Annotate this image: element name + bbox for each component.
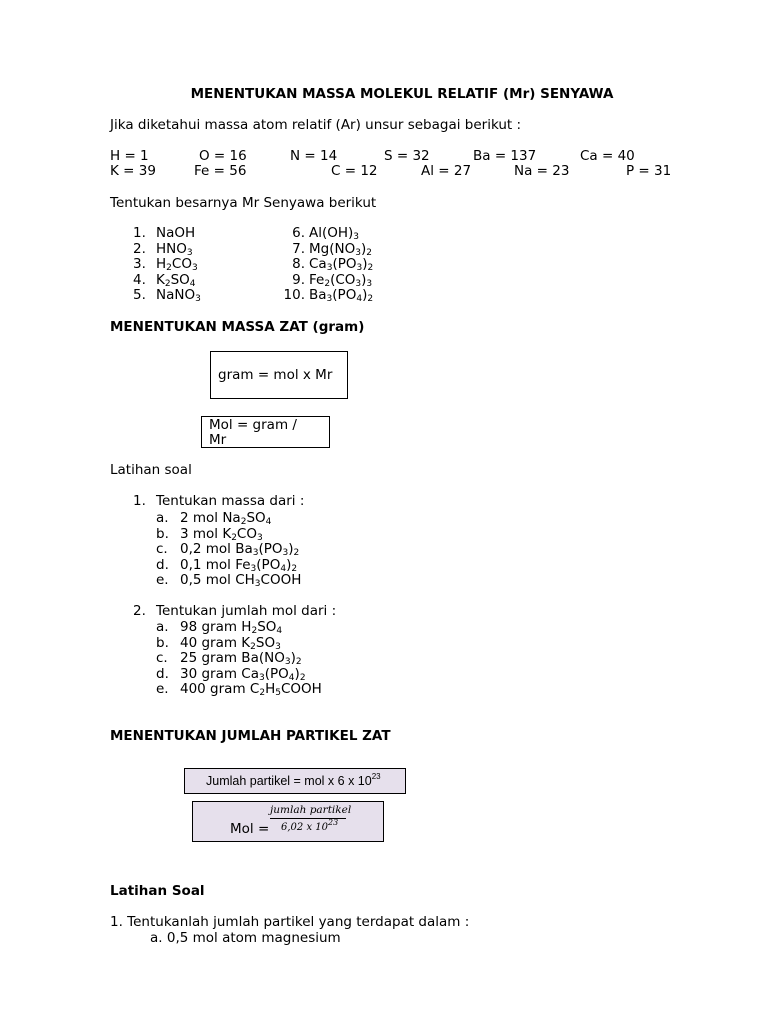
formula-text: SO xyxy=(255,634,276,651)
formula-subscript: 3 xyxy=(355,278,362,289)
ar-value: Na = 23 xyxy=(514,163,570,179)
list-item xyxy=(309,287,373,303)
list-number: 8. xyxy=(292,256,305,273)
formula-text: Ba xyxy=(309,287,327,304)
formula-partikel xyxy=(206,773,381,789)
ar-value: S = 32 xyxy=(384,148,430,164)
list-item xyxy=(180,572,301,588)
list-item xyxy=(156,272,196,288)
list-item xyxy=(309,241,372,257)
formula-subscript: 3 xyxy=(250,563,257,574)
list-number: a. xyxy=(156,619,169,635)
list-item xyxy=(309,225,359,241)
formula-subscript: 3 xyxy=(254,579,261,590)
page-title: MENENTUKAN MASSA MOLEKUL RELATIF (Mr) SENYAWA xyxy=(190,86,614,102)
formula-subscript: 2 xyxy=(324,278,331,289)
latihan-soal-heading: Latihan soal xyxy=(110,462,192,478)
formula-text: (PO xyxy=(258,541,283,558)
question-partikel: 1. Tentukanlah jumlah partikel yang terdapat dalam : xyxy=(110,914,470,930)
formula-gram-box xyxy=(210,351,348,399)
formula-subscript: 5 xyxy=(275,688,281,699)
list-item xyxy=(156,225,195,241)
formula-text: CO xyxy=(171,256,192,273)
fraction-denominator xyxy=(281,818,339,834)
question-number: 2. xyxy=(133,603,146,619)
formula-subscript: 2 xyxy=(166,263,172,274)
section-massa-zat: MENENTUKAN MASSA ZAT (gram) xyxy=(110,319,365,335)
list-item xyxy=(180,526,263,542)
formula-text: ) xyxy=(286,556,292,573)
formula-text: H xyxy=(156,256,167,273)
ar-value: Ba = 137 xyxy=(473,148,537,164)
list-item xyxy=(309,272,372,288)
formula-mol-line1: Mol = gram / xyxy=(209,417,297,433)
formula-mol-line2: Mr xyxy=(209,432,227,448)
formula-subscript: 4 xyxy=(265,517,272,527)
list-item xyxy=(156,241,193,257)
formula-subscript: 2 xyxy=(164,278,171,289)
formula-subscript: 3 xyxy=(355,247,361,258)
formula-text: H xyxy=(265,681,276,698)
formula-text: 3 mol K xyxy=(180,525,232,542)
formula-text: SO xyxy=(170,271,190,288)
list-item xyxy=(180,557,297,573)
formula-text: 0,5 mol CH xyxy=(180,572,255,589)
fraction-denominator-exponent: 23 xyxy=(328,818,339,827)
formula-subscript: 3 xyxy=(191,263,198,274)
list-number: e. xyxy=(156,572,169,589)
formula-text: 25 gram Ba(NO xyxy=(180,650,285,667)
formula-subscript: 2 xyxy=(366,247,372,258)
formula-text: (PO xyxy=(256,556,281,573)
formula-text: Al(OH) xyxy=(309,225,354,241)
formula-text: (PO xyxy=(332,287,357,304)
formula-text: HNO xyxy=(156,240,187,257)
formula-text: Mg(NO xyxy=(309,240,356,257)
formula-subscript: 3 xyxy=(326,294,333,305)
formula-text: 0,2 mol Ba xyxy=(180,541,253,558)
list-number: 2. xyxy=(133,240,146,257)
formula-partikel-box xyxy=(184,768,406,794)
list-item xyxy=(180,619,282,635)
formula-subscript: 3 xyxy=(326,263,333,274)
formula-subscript: 2 xyxy=(293,548,300,559)
ar-value: Al = 27 xyxy=(421,163,472,179)
list-item xyxy=(180,541,299,557)
formula-text: NaOH xyxy=(156,225,196,241)
formula-text: 2 mol Na xyxy=(180,510,241,526)
formula-subscript: 2 xyxy=(231,532,237,543)
formula-text: K xyxy=(156,271,165,288)
formula-partikel-exponent: 23 xyxy=(371,772,381,781)
question-number: 1. xyxy=(133,493,146,509)
list-item xyxy=(156,256,198,272)
formula-text: COOH xyxy=(280,681,322,698)
formula-text: 30 gram Ca xyxy=(180,665,260,682)
list-number: c. xyxy=(156,541,168,558)
formula-subscript: 3 xyxy=(252,548,259,559)
formula-partikel-text: Jumlah partikel = mol x 6 x 10 xyxy=(206,774,372,788)
ar-value: K = 39 xyxy=(110,163,156,179)
formula-mol-label: Mol = xyxy=(230,821,270,837)
formula-subscript: 2 xyxy=(299,672,306,683)
question-partikel-item-a: a. 0,5 mol atom magnesium xyxy=(150,930,341,946)
formula-subscript: 4 xyxy=(280,563,287,574)
formula-text: (PO xyxy=(264,665,289,682)
formula-subscript: 3 xyxy=(275,641,281,652)
list-item xyxy=(180,681,322,697)
intro-text: Jika diketahui massa atom relatif (Ar) unsur sebagai berikut : xyxy=(110,117,522,133)
question-text: Tentukan jumlah mol dari : xyxy=(156,603,337,619)
ar-value: H = 1 xyxy=(110,148,149,164)
formula-subscript: 3 xyxy=(186,247,193,258)
formula-text: ) xyxy=(288,541,294,558)
list-number: d. xyxy=(156,556,169,573)
formula-text: 98 gram H xyxy=(180,619,252,635)
formula-text: Fe xyxy=(309,271,325,288)
list-number: b. xyxy=(156,634,169,651)
formula-subscript: 3 xyxy=(282,548,289,559)
list-number: 9. xyxy=(292,271,305,288)
ar-value: Fe = 56 xyxy=(194,163,247,179)
list-item xyxy=(180,510,271,526)
formula-subscript: 3 xyxy=(366,278,373,289)
formula-subscript: 2 xyxy=(250,641,256,652)
formula-text: (CO xyxy=(330,271,356,288)
list-number: 6. xyxy=(292,225,305,241)
formula-text: 40 gram K xyxy=(180,634,251,651)
formula-text: ) xyxy=(294,665,300,682)
formula-subscript: 3 xyxy=(284,657,291,668)
formula-text: ) xyxy=(362,256,368,273)
fraction-denominator-text: 6,02 x 10 xyxy=(281,822,328,833)
formula-text: ) xyxy=(290,650,296,667)
ar-value: C = 12 xyxy=(331,163,378,179)
list-number: 10. xyxy=(283,287,305,304)
list-number: c. xyxy=(156,650,168,667)
formula-subscript: 3 xyxy=(256,532,263,543)
formula-subscript: 4 xyxy=(288,672,295,683)
ar-value: N = 14 xyxy=(290,148,338,164)
list-item xyxy=(180,650,302,666)
ar-value: Ca = 40 xyxy=(580,148,635,164)
list-number: 3. xyxy=(133,256,146,273)
task-mr: Tentukan besarnya Mr Senyawa berikut xyxy=(110,195,377,211)
formula-subscript: 2 xyxy=(251,626,258,636)
formula-subscript: 2 xyxy=(367,294,374,305)
formula-subscript: 2 xyxy=(295,657,302,668)
ar-value: O = 16 xyxy=(199,148,247,164)
list-item xyxy=(309,256,373,272)
formula-text: (PO xyxy=(332,256,357,273)
section-jumlah-partikel: MENENTUKAN JUMLAH PARTIKEL ZAT xyxy=(110,728,391,744)
formula-text: ) xyxy=(360,240,367,257)
question-text: Tentukan massa dari : xyxy=(156,493,305,509)
formula-mol-partikel-box xyxy=(192,801,384,842)
formula-subscript: 3 xyxy=(353,232,360,242)
formula-text: 400 gram C xyxy=(180,681,260,698)
formula-text: NaNO xyxy=(156,287,196,304)
formula-mol-box xyxy=(201,416,330,448)
formula-text: SO xyxy=(246,510,266,526)
formula-subscript: 2 xyxy=(367,263,374,274)
formula-subscript: 3 xyxy=(356,263,363,274)
ar-value: P = 31 xyxy=(626,163,672,179)
list-number: d. xyxy=(156,665,169,682)
formula-text: SO xyxy=(257,619,277,635)
formula-subscript: 4 xyxy=(189,278,196,289)
list-number: 1. xyxy=(133,225,146,241)
formula-subscript: 2 xyxy=(240,517,247,527)
formula-text: COOH xyxy=(260,572,302,589)
formula-subscript: 4 xyxy=(356,294,363,305)
formula-subscript: 3 xyxy=(259,672,265,683)
list-number: 4. xyxy=(133,271,146,288)
list-number: b. xyxy=(156,525,169,542)
formula-subscript: 3 xyxy=(195,294,201,305)
list-number: 7. xyxy=(292,240,305,257)
list-item xyxy=(180,635,281,651)
formula-text: ) xyxy=(362,287,368,304)
latihan-soal-heading-2: Latihan Soal xyxy=(110,883,205,899)
formula-subscript: 2 xyxy=(291,563,298,574)
list-number: 5. xyxy=(133,287,146,304)
list-item xyxy=(156,287,201,303)
formula-subscript: 2 xyxy=(259,688,266,699)
formula-text: CO xyxy=(236,525,257,542)
list-number: e. xyxy=(156,681,169,698)
list-number: a. xyxy=(156,510,169,526)
formula-text: 0,1 mol Fe xyxy=(180,556,251,573)
formula-gram: gram = mol x Mr xyxy=(218,367,333,383)
fraction-numerator: jumlah partikel xyxy=(270,804,352,816)
formula-subscript: 4 xyxy=(276,626,283,636)
formula-text: ) xyxy=(361,271,367,288)
formula-text: Ca xyxy=(309,256,327,273)
list-item xyxy=(180,666,306,682)
